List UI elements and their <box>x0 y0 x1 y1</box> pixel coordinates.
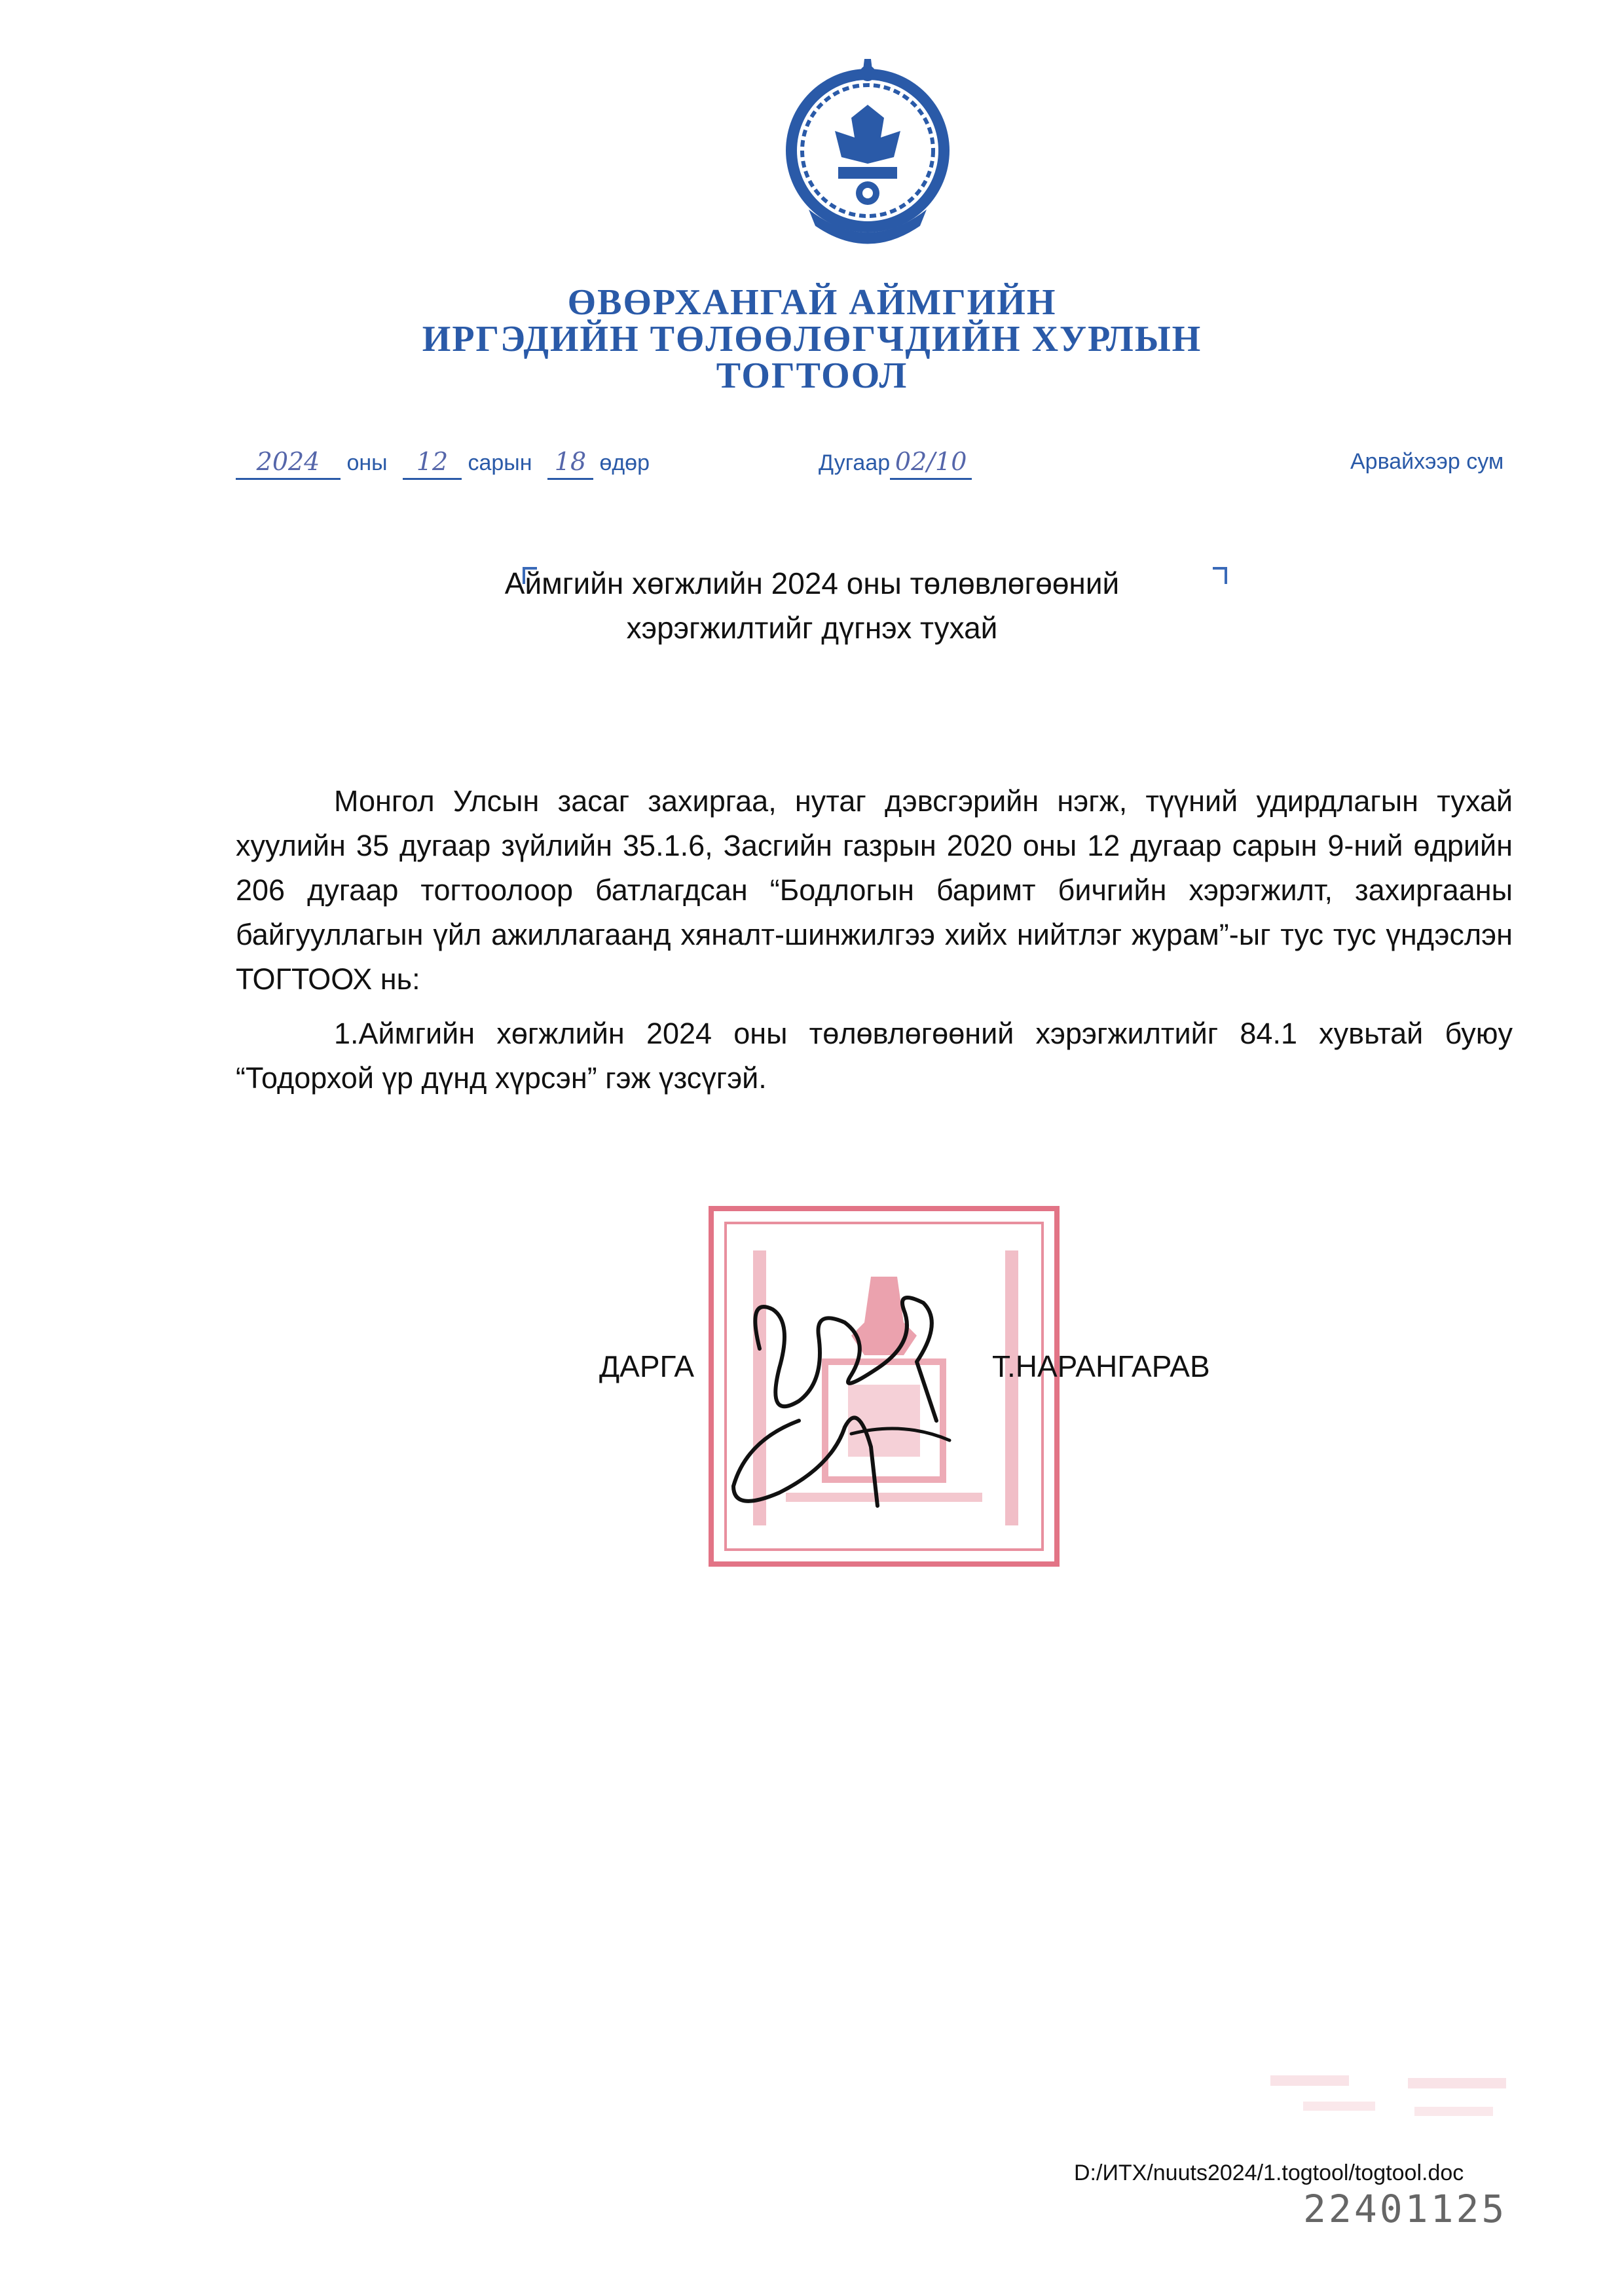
body-paragraph-2: 1.Аймгийн хөгжлийн 2024 оны төлөвлөгөөний хэрэгжилтийг 84.1 хувьтай буюу “Тодорхой үр дүнд хүрсэн” гэж үзсүгэй. <box>236 1017 1513 1095</box>
date-month: 12 <box>403 445 462 480</box>
number-label: Дугаар <box>819 450 891 475</box>
date-day: 18 <box>547 445 593 480</box>
header-line-1: ӨВӨРХАНГАЙ АЙМГИЙН <box>567 282 1057 323</box>
state-emblem-icon <box>769 59 966 262</box>
date-year-label: оны <box>346 450 388 475</box>
body-paragraph-1: Монгол Улсын засаг захиргаа, нутаг дэвсгэрийн нэгж, түүний удирдлагын тухай хуулийн 35 дугаар зүйлийн 35.1.6, Засгийн газрын 2020 оны 12 дугаар сарын 9-ний өдрийн 206 дугаар тогтоолоор батлагдсан “Бодлогын баримт бичгийн хэрэгжилт, захиргааны байгууллагын үйл ажиллагаанд хяналт-шинжилгээ хийх нийтлэг журам”-ыг тус тус үндэслэн ТОГТООХ нь: <box>236 784 1513 996</box>
handwritten-signature <box>720 1270 982 1519</box>
registration-number: 22401125 <box>1303 2187 1507 2231</box>
date-day-label: өдөр <box>599 450 650 475</box>
file-path: D:/ИТХ/nuuts2024/1.togtool/togtool.doc <box>1074 2160 1464 2185</box>
number-value: 02/10 <box>890 445 972 480</box>
header-line-2: ИРГЭДИЙН ТӨЛӨӨЛӨГЧДИЙН ХУРЛЫН <box>422 319 1202 359</box>
location: Арвайхээр сум <box>1350 449 1504 474</box>
subject-line-1: Аймгийн хөгжлийн 2024 оны төлөвлөгөөний <box>504 566 1120 600</box>
document-number <box>819 445 972 480</box>
date-line <box>236 445 650 480</box>
date-year: 2024 <box>236 445 341 480</box>
header-line-3: ТОГТООЛ <box>716 355 908 396</box>
date-month-label: сарын <box>468 450 532 475</box>
subject-line-2: хэрэгжилтийг дүгнэх тухай <box>626 611 998 645</box>
signatory-name: Т.НАРАНГАРАВ <box>992 1349 1210 1383</box>
registration-stamp-faint <box>1244 2069 1532 2160</box>
signatory-title: ДАРГА <box>599 1349 695 1383</box>
